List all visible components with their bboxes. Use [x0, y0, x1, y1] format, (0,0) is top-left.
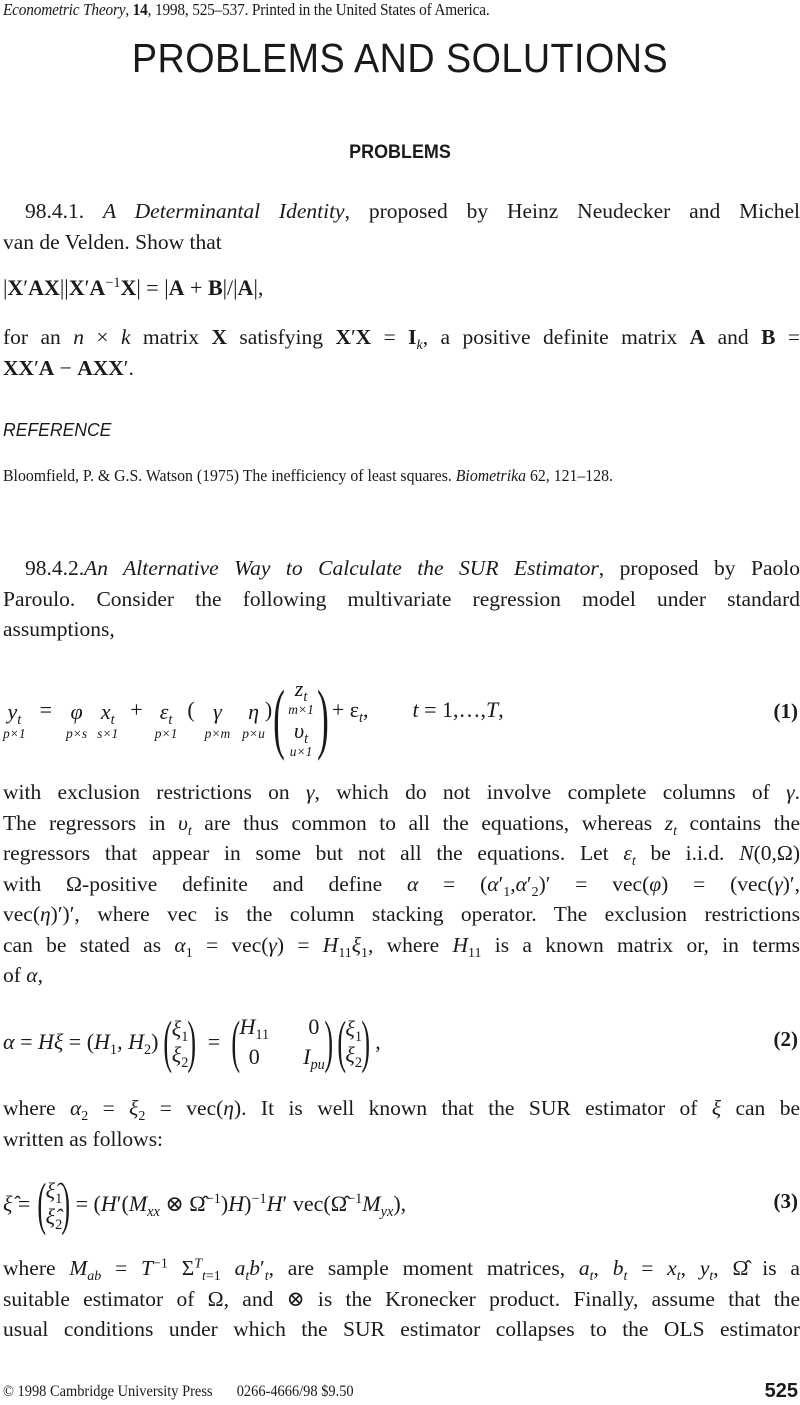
equation-1-number: (1) — [773, 699, 798, 723]
problem-2-number: 98.4.2. — [25, 556, 85, 580]
reference-authors: Bloomfield, P. & G.S. Watson (1975) The inefficiency of least squares. — [3, 466, 456, 485]
journal-volume: 14 — [132, 0, 148, 19]
problem-2-title: An Alternative Way to Calculate the SUR Estimator — [84, 556, 599, 580]
section-title: PROBLEMS — [349, 141, 451, 163]
problem-2-paragraph-2: with exclusion restrictions on γ, which do not involve complete columns of γ. The regressors in $\upsilon_t$ are thus common to all the equations, whereas $z_t$ contains the regressors that appear in some but not all the equations. Let $\varepsilon_t$ be i.i.d. N(0,Ω) with Ω-positive definite and define $\alpha = (\alpha'_1,\alpha'_2)' = vec(\varphi) = (vec(\gamma)'$, vec(η)′)′, where vec is the column stacking operator. The exclusion restrictions can be stated as $\alpha_1 = vec(\gamma) = H_{11}\xi_1$, where $H_{11}$ is a known matrix or, in terms of α, — [3, 780, 800, 987]
reference-heading: REFERENCE — [3, 419, 112, 440]
issn-price: 0266-4666/98 $9.50 — [236, 1383, 354, 1400]
reference-details: 62, 121–128. — [526, 466, 613, 485]
problem-1-title: A Determinantal Identity — [103, 199, 345, 223]
problem-1-byline: , proposed by Heinz Neudecker and Michel — [344, 199, 800, 223]
page-title: PROBLEMS AND SOLUTIONS — [131, 35, 669, 81]
equation-determinantal-identity: $|X'AX||X'A^{-1}X| = |A + B|/|A|$, — [3, 275, 264, 300]
equation-3: ξ̂ = ( $\xî_1$ $\xî_2$ ) = ($H'(M_{xx}$ ⊗ Ω̂$^{-1}$)H)$^{-1}$H′ $vec(\Omegâ^{-1}M_{yx})$, — [3, 1171, 407, 1236]
equation-2-number: (2) — [773, 1027, 798, 1051]
problem-2-paragraph-3: where $\alpha_2 = \xi_2 = vec(\eta)$. It is well known that the SUR estimator of ξ can be written as follows: — [3, 1096, 800, 1151]
running-head-rest: , 1998, 525–537. Printed in the United States of America. — [147, 0, 490, 19]
journal-name: Econometric Theory — [3, 0, 126, 19]
reference-entry — [3, 466, 613, 486]
problem-2-paragraph-4: where $M_{ab} = T^{-1}$ $\Sigma^T_{t=1}$ $a_tb'_t$, are sample moment matrices, $a_t$, $b_t = x_t$, $y_t$, Ω̂ is a suitable estimator of Ω, and ⊗ is the Kronecker product. Finally, assume that the usual conditions under which the SUR estimator collapses to the OLS estimator — [3, 1256, 800, 1341]
running-head: Econometric Theory, 14, 1998, 525–537. Printed in the United States of America. — [3, 0, 490, 19]
problem-2-intro — [3, 553, 800, 645]
problem-1-number: 98.4.1. — [25, 199, 85, 223]
problem-1-conditions: for an n × k matrix X satisfying $X'X = I_k$, a positive definite matrix A and B = XX′A − AXX′. — [3, 325, 800, 380]
problem-1-intro — [3, 196, 800, 257]
footer-copyright — [3, 1383, 354, 1401]
copyright: © 1998 Cambridge University Press — [3, 1383, 213, 1400]
page-number: 525 — [764, 1380, 798, 1402]
reference-journal: Biometrika — [455, 466, 527, 485]
equation-2: $\alpha = H\xi = (H_1$, $H_2$) ( $\xi_1$ $\xi_2$ ) = ( $H_{11}$ 0 0 $I_{pu}$ ) ( $\xi_1$ $\xi_2$ ) , — [3, 1009, 381, 1074]
equation-1: $y_t$ p×1 = φ p×s $x_t$ s×1 + $\varepsilon_t$ p×1 ( γ p×m η p×u ) ( $z_t$ m×1 $\upsilon_t$ u×1 ) + $\varepsilon_t$, t = 1,…,T, — [3, 674, 504, 761]
equation-3-number: (3) — [773, 1189, 798, 1213]
problem-2-byline: , proposed by Paolo — [598, 556, 800, 580]
problem-2-intro-line-3: assumptions, — [3, 617, 115, 641]
problem-1-byline-2: van de Velden. Show that — [3, 229, 222, 254]
problem-2-intro-line-2: Paroulo. Consider the following multivariate regression model under standard — [3, 586, 800, 611]
